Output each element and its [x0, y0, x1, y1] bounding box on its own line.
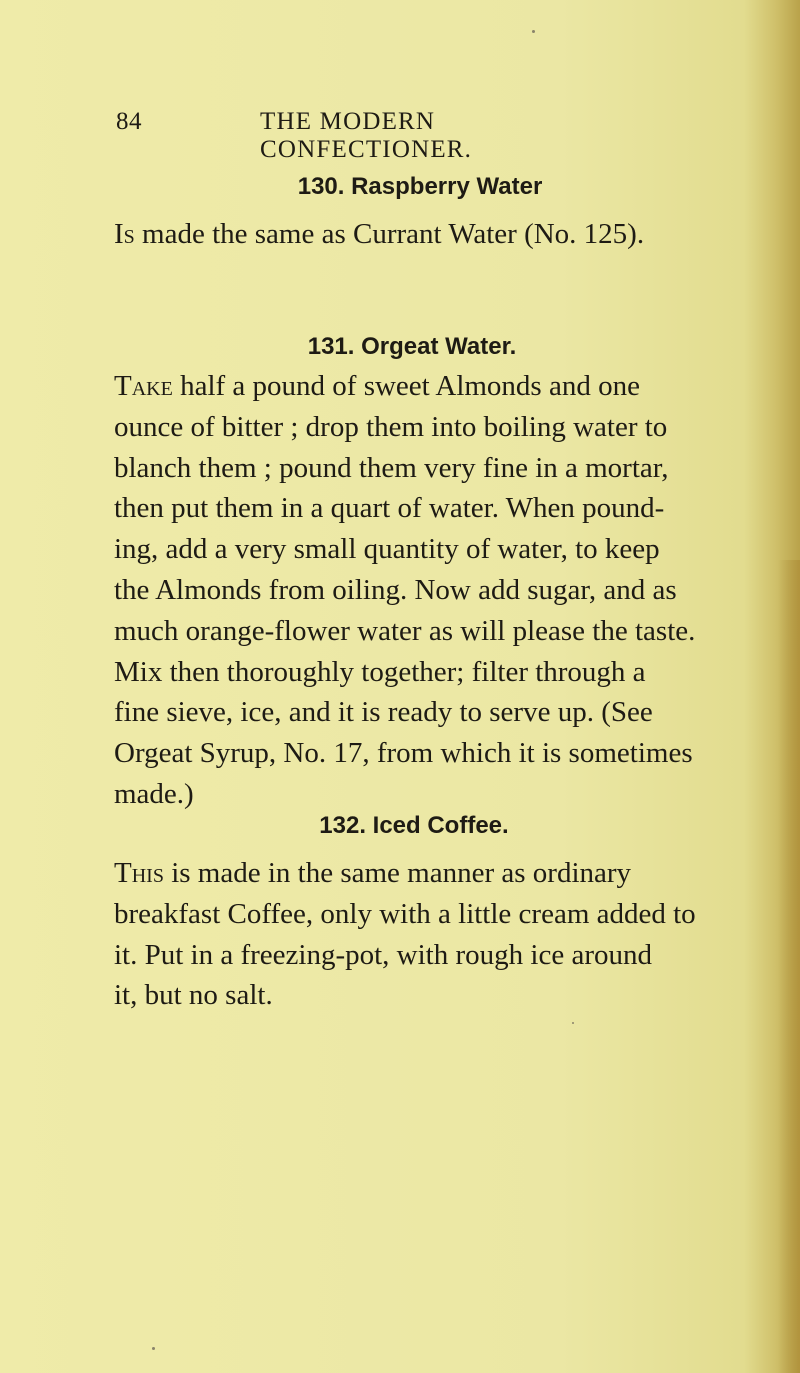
recipe-body-132: [114, 853, 756, 1016]
text-line: Take half a pound of sweet Almonds and one: [114, 370, 640, 402]
page-edge-stain: [778, 560, 800, 1373]
page-header: [116, 108, 636, 163]
text-line: Mix then thoroughly together; filter through a: [114, 655, 646, 688]
page-number: 84: [116, 108, 142, 135]
recipe-body-131: [114, 366, 756, 815]
text-line: This is made in the same manner as ordinary: [114, 857, 632, 889]
text-line: the Almonds from oiling. Now add sugar, and as: [114, 573, 677, 606]
recipe-heading-130: 130. Raspberry Water: [297, 173, 543, 200]
recipe-heading-132: 132. Iced Coffee.: [319, 812, 509, 839]
text-line: blanch them ; pound them very fine in a mortar,: [114, 451, 669, 484]
text-line: it, but no salt.: [114, 979, 273, 1012]
recipe-heading-131: 131. Orgeat Water.: [307, 333, 517, 360]
lead-word: This: [114, 857, 164, 889]
text-line: made.): [114, 777, 194, 810]
lead-word: Take: [114, 370, 173, 402]
recipe-body-130: [114, 214, 756, 255]
text-line: fine sieve, ice, and it is ready to serve up. (See: [114, 696, 653, 729]
text-line: much orange-flower water as will please the taste.: [114, 614, 696, 647]
text-line: Is made the same as Currant Water (No. 125).: [114, 218, 645, 250]
text-line: ounce of bitter ; drop them into boiling water to: [114, 410, 668, 443]
text-line: it. Put in a freezing-pot, with rough ice around: [114, 938, 652, 971]
running-title: THE MODERN CONFECTIONER.: [260, 108, 473, 163]
text-line: breakfast Coffee, only with a little cream added to: [114, 897, 696, 930]
text-line: Orgeat Syrup, No. 17, from which it is sometimes: [114, 737, 693, 770]
lead-word: Is: [114, 218, 135, 250]
text-line: then put them in a quart of water. When pound-: [114, 492, 665, 525]
paper-speck: [572, 1022, 574, 1024]
paper-speck: [152, 1347, 155, 1350]
paper-speck: [532, 30, 535, 33]
text-line: ing, add a very small quantity of water, to keep: [114, 533, 660, 566]
